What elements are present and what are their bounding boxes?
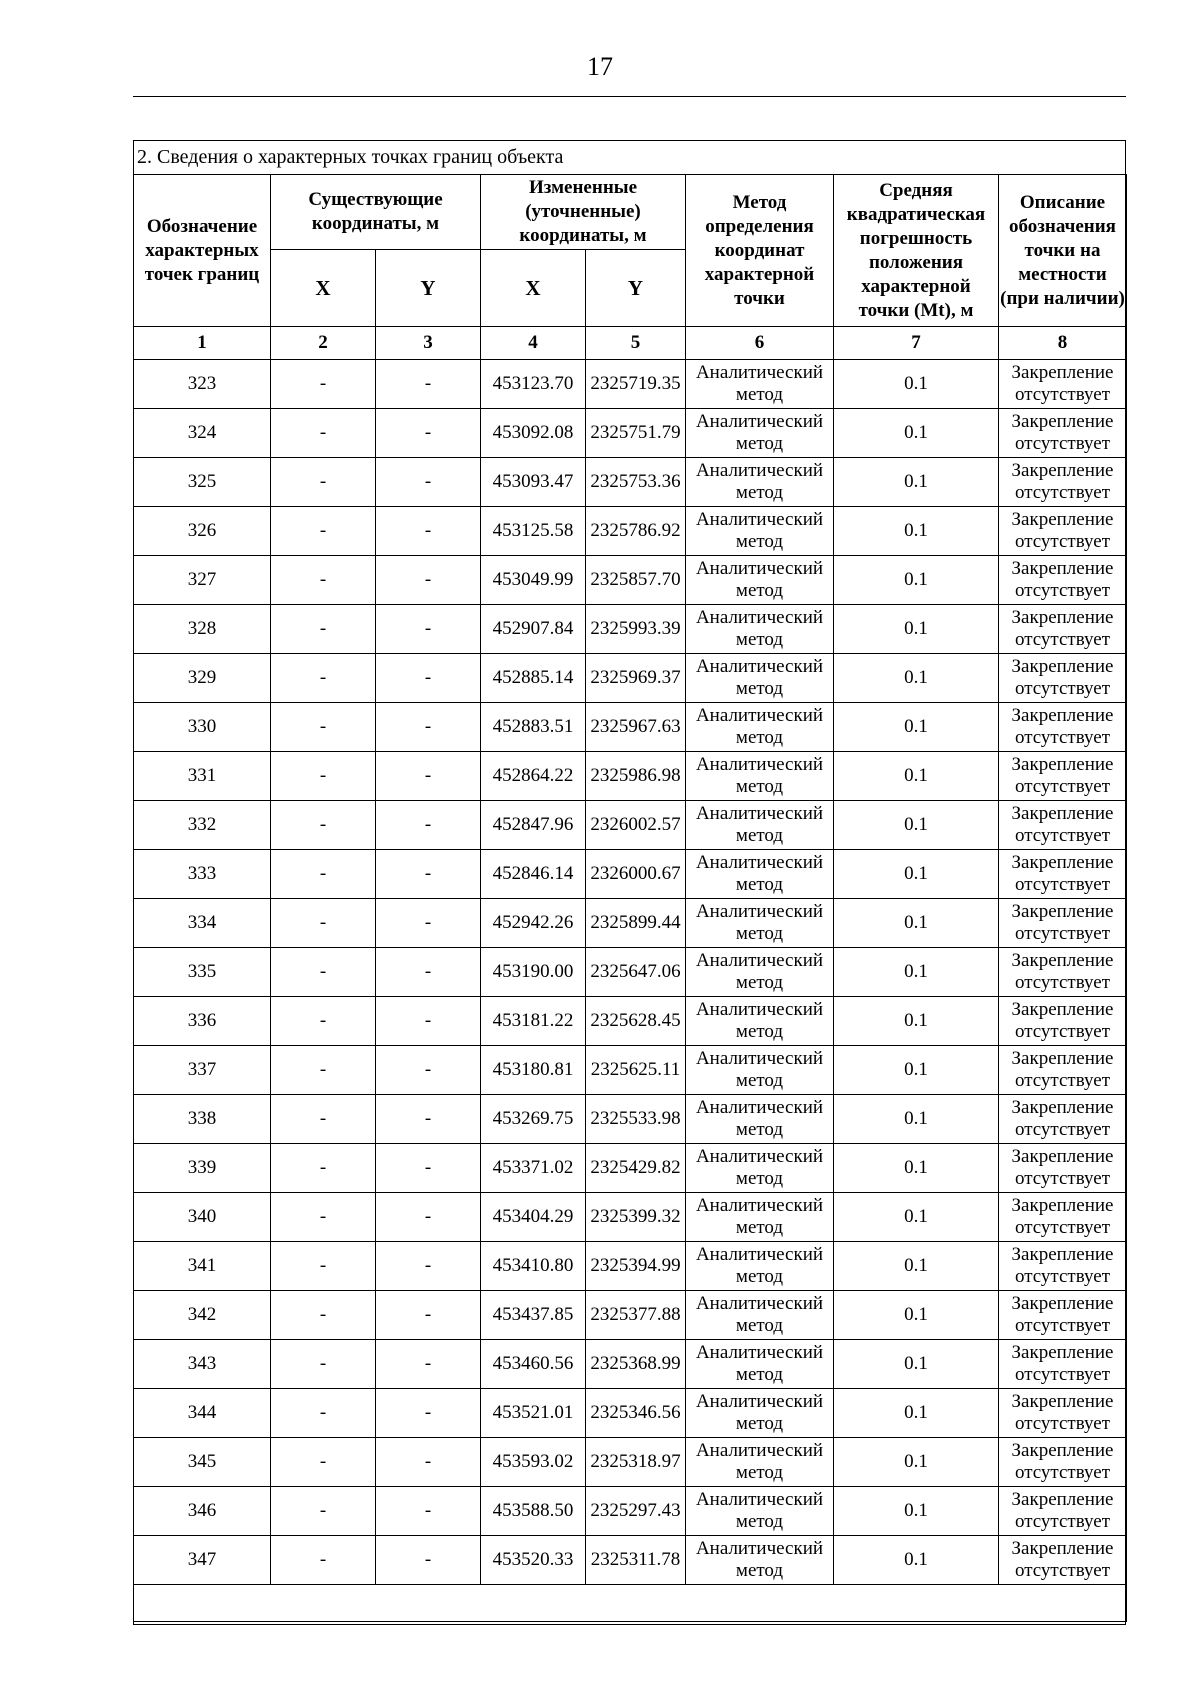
changed-x-cell: 453371.02	[481, 1144, 586, 1193]
changed-x-cell: 453123.70	[481, 360, 586, 409]
error-cell: 0.1	[834, 1193, 999, 1242]
method-cell: Аналитический метод	[686, 1193, 834, 1242]
existing-x-cell: -	[271, 1046, 376, 1095]
method-cell: Аналитический метод	[686, 1536, 834, 1585]
method-cell: Аналитический метод	[686, 752, 834, 801]
column-number-row	[134, 327, 1127, 360]
error-cell: 0.1	[834, 556, 999, 605]
table-row	[134, 899, 1127, 948]
description-cell: Закрепление отсутствует	[999, 507, 1127, 556]
changed-x-cell: 453520.33	[481, 1536, 586, 1585]
point-id-cell: 326	[134, 507, 271, 556]
description-cell: Закрепление отсутствует	[999, 654, 1127, 703]
error-cell: 0.1	[834, 605, 999, 654]
point-id-cell: 340	[134, 1193, 271, 1242]
error-cell: 0.1	[834, 507, 999, 556]
changed-y-cell: 2325753.36	[586, 458, 686, 507]
existing-y-cell: -	[376, 850, 481, 899]
changed-x-cell: 453588.50	[481, 1487, 586, 1536]
table-row	[134, 1389, 1127, 1438]
changed-y-cell: 2325399.32	[586, 1193, 686, 1242]
method-cell: Аналитический метод	[686, 997, 834, 1046]
existing-y-cell: -	[376, 1095, 481, 1144]
point-id-cell: 323	[134, 360, 271, 409]
existing-y-cell: -	[376, 997, 481, 1046]
error-cell: 0.1	[834, 703, 999, 752]
existing-x-cell: -	[271, 997, 376, 1046]
boundary-points-table	[133, 174, 1127, 1622]
description-cell: Закрепление отсутствует	[999, 1291, 1127, 1340]
description-cell: Закрепление отсутствует	[999, 1144, 1127, 1193]
existing-x-cell: -	[271, 1193, 376, 1242]
table-row	[134, 605, 1127, 654]
existing-x-cell: -	[271, 1340, 376, 1389]
error-cell: 0.1	[834, 458, 999, 507]
existing-y-cell: -	[376, 409, 481, 458]
table-row	[134, 1291, 1127, 1340]
method-cell: Аналитический метод	[686, 409, 834, 458]
table-row	[134, 1242, 1127, 1291]
description-cell: Закрепление отсутствует	[999, 948, 1127, 997]
changed-y-cell: 2325533.98	[586, 1095, 686, 1144]
existing-x-cell: -	[271, 801, 376, 850]
error-cell: 0.1	[834, 1144, 999, 1193]
existing-x-cell: -	[271, 1487, 376, 1536]
table-row	[134, 507, 1127, 556]
existing-x-cell: -	[271, 1389, 376, 1438]
description-cell: Закрепление отсутствует	[999, 1389, 1127, 1438]
error-cell: 0.1	[834, 948, 999, 997]
point-id-cell: 328	[134, 605, 271, 654]
existing-x-cell: -	[271, 948, 376, 997]
changed-x-cell: 453125.58	[481, 507, 586, 556]
changed-y-cell: 2325394.99	[586, 1242, 686, 1291]
column-number: 8	[999, 327, 1127, 360]
changed-x-cell: 452864.22	[481, 752, 586, 801]
point-id-cell: 336	[134, 997, 271, 1046]
header-existing-coordinates: Существующие координаты, м	[271, 175, 481, 250]
description-cell: Закрепление отсутствует	[999, 556, 1127, 605]
description-cell: Закрепление отсутствует	[999, 1193, 1127, 1242]
existing-x-cell: -	[271, 1536, 376, 1585]
existing-x-cell: -	[271, 1291, 376, 1340]
existing-y-cell: -	[376, 1144, 481, 1193]
table-row	[134, 801, 1127, 850]
changed-y-cell: 2325647.06	[586, 948, 686, 997]
point-id-cell: 331	[134, 752, 271, 801]
table-row	[134, 556, 1127, 605]
existing-y-cell: -	[376, 703, 481, 752]
existing-y-cell: -	[376, 899, 481, 948]
changed-x-cell: 453521.01	[481, 1389, 586, 1438]
changed-y-cell: 2325786.92	[586, 507, 686, 556]
column-number: 6	[686, 327, 834, 360]
method-cell: Аналитический метод	[686, 360, 834, 409]
existing-x-cell: -	[271, 1438, 376, 1487]
error-cell: 0.1	[834, 997, 999, 1046]
description-cell: Закрепление отсутствует	[999, 458, 1127, 507]
changed-y-cell: 2325368.99	[586, 1340, 686, 1389]
header-method: Метод определения координат характерной точки	[686, 175, 834, 327]
description-cell: Закрепление отсутствует	[999, 1438, 1127, 1487]
existing-x-cell: -	[271, 654, 376, 703]
description-cell: Закрепление отсутствует	[999, 703, 1127, 752]
point-id-cell: 343	[134, 1340, 271, 1389]
description-cell: Закрепление отсутствует	[999, 409, 1127, 458]
point-id-cell: 338	[134, 1095, 271, 1144]
point-id-cell: 330	[134, 703, 271, 752]
description-cell: Закрепление отсутствует	[999, 801, 1127, 850]
column-number: 7	[834, 327, 999, 360]
header-changed-x: X	[481, 250, 586, 327]
point-id-cell: 346	[134, 1487, 271, 1536]
changed-x-cell: 453049.99	[481, 556, 586, 605]
point-id-cell: 347	[134, 1536, 271, 1585]
changed-y-cell: 2326000.67	[586, 850, 686, 899]
method-cell: Аналитический метод	[686, 1487, 834, 1536]
changed-x-cell: 453410.80	[481, 1242, 586, 1291]
error-cell: 0.1	[834, 1389, 999, 1438]
existing-x-cell: -	[271, 458, 376, 507]
changed-x-cell: 453404.29	[481, 1193, 586, 1242]
point-id-cell: 342	[134, 1291, 271, 1340]
changed-x-cell: 452942.26	[481, 899, 586, 948]
error-cell: 0.1	[834, 1046, 999, 1095]
description-cell: Закрепление отсутствует	[999, 1046, 1127, 1095]
changed-y-cell: 2325377.88	[586, 1291, 686, 1340]
changed-x-cell: 452885.14	[481, 654, 586, 703]
changed-y-cell: 2325346.56	[586, 1389, 686, 1438]
point-id-cell: 344	[134, 1389, 271, 1438]
changed-x-cell: 452883.51	[481, 703, 586, 752]
table-row	[134, 409, 1127, 458]
section-title: 2. Сведения о характерных точках границ объекта	[137, 146, 564, 168]
existing-x-cell: -	[271, 899, 376, 948]
existing-x-cell: -	[271, 360, 376, 409]
point-id-cell: 332	[134, 801, 271, 850]
table-row	[134, 1438, 1127, 1487]
existing-y-cell: -	[376, 1291, 481, 1340]
changed-y-cell: 2325719.35	[586, 360, 686, 409]
method-cell: Аналитический метод	[686, 703, 834, 752]
existing-y-cell: -	[376, 1389, 481, 1438]
changed-y-cell: 2325429.82	[586, 1144, 686, 1193]
column-number: 5	[586, 327, 686, 360]
method-cell: Аналитический метод	[686, 1291, 834, 1340]
point-id-cell: 325	[134, 458, 271, 507]
header-changed-y: Y	[586, 250, 686, 327]
header-existing-y: Y	[376, 250, 481, 327]
description-cell: Закрепление отсутствует	[999, 1242, 1127, 1291]
changed-x-cell: 453190.00	[481, 948, 586, 997]
existing-x-cell: -	[271, 507, 376, 556]
page-number: 17	[587, 52, 613, 81]
existing-y-cell: -	[376, 752, 481, 801]
description-cell: Закрепление отсутствует	[999, 997, 1127, 1046]
existing-x-cell: -	[271, 752, 376, 801]
method-cell: Аналитический метод	[686, 1389, 834, 1438]
error-cell: 0.1	[834, 1291, 999, 1340]
existing-x-cell: -	[271, 605, 376, 654]
error-cell: 0.1	[834, 360, 999, 409]
existing-y-cell: -	[376, 1536, 481, 1585]
method-cell: Аналитический метод	[686, 948, 834, 997]
table-row	[134, 850, 1127, 899]
description-cell: Закрепление отсутствует	[999, 1340, 1127, 1389]
method-cell: Аналитический метод	[686, 850, 834, 899]
existing-y-cell: -	[376, 1046, 481, 1095]
existing-x-cell: -	[271, 556, 376, 605]
existing-y-cell: -	[376, 1242, 481, 1291]
table-row	[134, 703, 1127, 752]
existing-x-cell: -	[271, 850, 376, 899]
existing-y-cell: -	[376, 360, 481, 409]
point-id-cell: 339	[134, 1144, 271, 1193]
table-row	[134, 1536, 1127, 1585]
description-cell: Закрепление отсутствует	[999, 850, 1127, 899]
error-cell: 0.1	[834, 801, 999, 850]
changed-y-cell: 2325857.70	[586, 556, 686, 605]
method-cell: Аналитический метод	[686, 899, 834, 948]
existing-x-cell: -	[271, 1144, 376, 1193]
method-cell: Аналитический метод	[686, 1046, 834, 1095]
error-cell: 0.1	[834, 1242, 999, 1291]
point-id-cell: 337	[134, 1046, 271, 1095]
changed-x-cell: 453092.08	[481, 409, 586, 458]
existing-y-cell: -	[376, 507, 481, 556]
table-row	[134, 997, 1127, 1046]
table-row	[134, 654, 1127, 703]
changed-x-cell: 452847.96	[481, 801, 586, 850]
description-cell: Закрепление отсутствует	[999, 899, 1127, 948]
table-row	[134, 1144, 1127, 1193]
table-row	[134, 1095, 1127, 1144]
table-row	[134, 948, 1127, 997]
error-cell: 0.1	[834, 1536, 999, 1585]
error-cell: 0.1	[834, 409, 999, 458]
existing-y-cell: -	[376, 948, 481, 997]
changed-x-cell: 453269.75	[481, 1095, 586, 1144]
changed-y-cell: 2325311.78	[586, 1536, 686, 1585]
existing-y-cell: -	[376, 1193, 481, 1242]
column-number: 4	[481, 327, 586, 360]
changed-y-cell: 2325318.97	[586, 1438, 686, 1487]
method-cell: Аналитический метод	[686, 1438, 834, 1487]
column-number: 2	[271, 327, 376, 360]
point-id-cell: 324	[134, 409, 271, 458]
error-cell: 0.1	[834, 654, 999, 703]
header-existing-x: X	[271, 250, 376, 327]
method-cell: Аналитический метод	[686, 1144, 834, 1193]
table-row	[134, 360, 1127, 409]
existing-y-cell: -	[376, 801, 481, 850]
changed-y-cell: 2325899.44	[586, 899, 686, 948]
method-cell: Аналитический метод	[686, 1242, 834, 1291]
method-cell: Аналитический метод	[686, 1340, 834, 1389]
header-point: Обозначение характерных точек границ	[134, 175, 271, 327]
description-cell: Закрепление отсутствует	[999, 752, 1127, 801]
existing-y-cell: -	[376, 1340, 481, 1389]
existing-y-cell: -	[376, 1438, 481, 1487]
existing-y-cell: -	[376, 654, 481, 703]
existing-y-cell: -	[376, 556, 481, 605]
changed-y-cell: 2325751.79	[586, 409, 686, 458]
existing-x-cell: -	[271, 409, 376, 458]
changed-y-cell: 2325986.98	[586, 752, 686, 801]
method-cell: Аналитический метод	[686, 801, 834, 850]
changed-x-cell: 453593.02	[481, 1438, 586, 1487]
existing-x-cell: -	[271, 1242, 376, 1291]
table-row	[134, 1340, 1127, 1389]
table-row	[134, 752, 1127, 801]
point-id-cell: 341	[134, 1242, 271, 1291]
error-cell: 0.1	[834, 899, 999, 948]
point-id-cell: 329	[134, 654, 271, 703]
method-cell: Аналитический метод	[686, 556, 834, 605]
error-cell: 0.1	[834, 1095, 999, 1144]
error-cell: 0.1	[834, 752, 999, 801]
method-cell: Аналитический метод	[686, 1095, 834, 1144]
header-changed-coordinates: Измененные (уточненные) координаты, м	[481, 175, 686, 250]
changed-x-cell: 453093.47	[481, 458, 586, 507]
changed-y-cell: 2325969.37	[586, 654, 686, 703]
changed-y-cell: 2325628.45	[586, 997, 686, 1046]
method-cell: Аналитический метод	[686, 458, 834, 507]
error-cell: 0.1	[834, 1340, 999, 1389]
existing-y-cell: -	[376, 605, 481, 654]
header-error: Средняя квадратическая погрешность положения характерной точки (Mt), м	[834, 175, 999, 327]
point-id-cell: 345	[134, 1438, 271, 1487]
changed-x-cell: 453437.85	[481, 1291, 586, 1340]
point-id-cell: 327	[134, 556, 271, 605]
changed-x-cell: 453181.22	[481, 997, 586, 1046]
column-number: 3	[376, 327, 481, 360]
changed-x-cell: 453180.81	[481, 1046, 586, 1095]
table-row	[134, 1487, 1127, 1536]
error-cell: 0.1	[834, 1487, 999, 1536]
column-number: 1	[134, 327, 271, 360]
point-id-cell: 334	[134, 899, 271, 948]
method-cell: Аналитический метод	[686, 605, 834, 654]
error-cell: 0.1	[834, 850, 999, 899]
point-id-cell: 335	[134, 948, 271, 997]
description-cell: Закрепление отсутствует	[999, 360, 1127, 409]
method-cell: Аналитический метод	[686, 507, 834, 556]
changed-y-cell: 2325993.39	[586, 605, 686, 654]
changed-x-cell: 452846.14	[481, 850, 586, 899]
table-row	[134, 1193, 1127, 1242]
table-footer-empty-row	[134, 1585, 1127, 1622]
changed-y-cell: 2326002.57	[586, 801, 686, 850]
changed-y-cell: 2325625.11	[586, 1046, 686, 1095]
point-id-cell: 333	[134, 850, 271, 899]
changed-y-cell: 2325967.63	[586, 703, 686, 752]
header-description: Описание обозначения точки на местности (при наличии)	[999, 175, 1127, 327]
existing-y-cell: -	[376, 1487, 481, 1536]
changed-x-cell: 452907.84	[481, 605, 586, 654]
table-row	[134, 1046, 1127, 1095]
description-cell: Закрепление отсутствует	[999, 1536, 1127, 1585]
description-cell: Закрепление отсутствует	[999, 1095, 1127, 1144]
existing-y-cell: -	[376, 458, 481, 507]
existing-x-cell: -	[271, 703, 376, 752]
method-cell: Аналитический метод	[686, 654, 834, 703]
description-cell: Закрепление отсутствует	[999, 605, 1127, 654]
table-row	[134, 458, 1127, 507]
description-cell: Закрепление отсутствует	[999, 1487, 1127, 1536]
error-cell: 0.1	[834, 1438, 999, 1487]
header-rule	[133, 96, 1126, 97]
changed-x-cell: 453460.56	[481, 1340, 586, 1389]
existing-x-cell: -	[271, 1095, 376, 1144]
changed-y-cell: 2325297.43	[586, 1487, 686, 1536]
